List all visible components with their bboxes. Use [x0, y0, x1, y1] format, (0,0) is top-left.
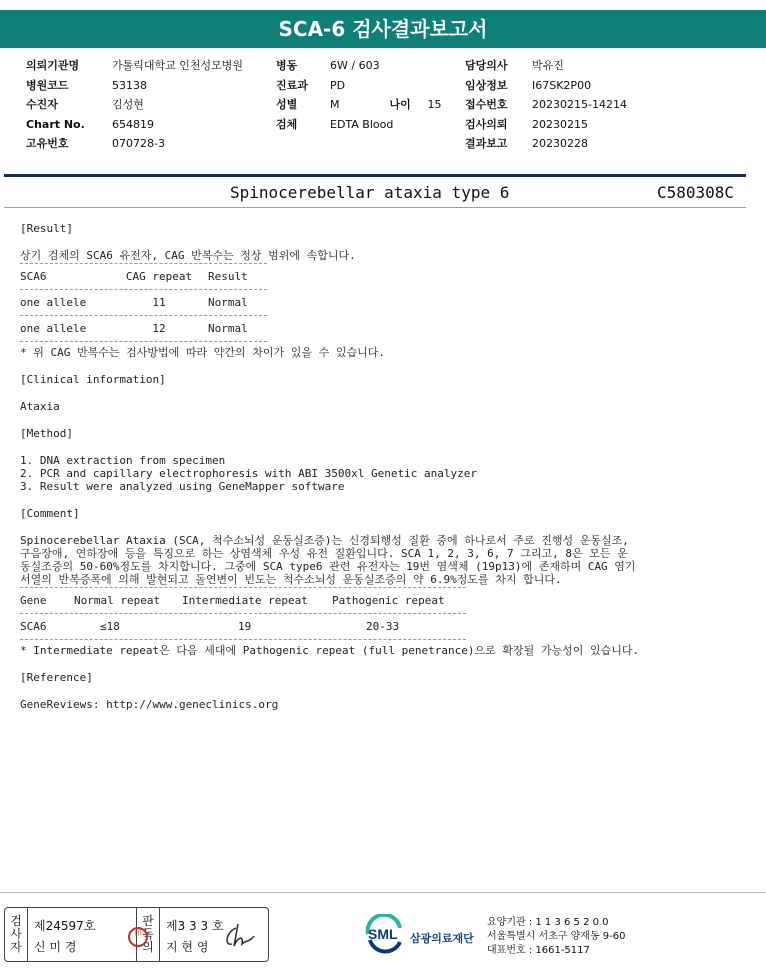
age-field [390, 95, 442, 115]
org-line: 대표번호 : 1661-5117 [487, 945, 590, 956]
header-divider [4, 174, 746, 177]
table-row [20, 322, 639, 335]
info-label: 고유번호 [26, 137, 69, 150]
org-line: 요양기관 : 1 1 3 6 5 2 0 0 [487, 917, 609, 928]
info-label: Chart No. [26, 117, 85, 131]
column-header: CAG repeat [125, 270, 193, 283]
label-char: 의 [142, 940, 154, 954]
result-summary: 상기 검체의 SCA6 유전자, CAG 반복수는 정상 범위에 속합니다. [20, 249, 356, 262]
info-column-a [26, 56, 243, 154]
info-value: 가톨릭대학교 인천성모병원 [112, 59, 244, 72]
info-label: 결과보고 [465, 137, 508, 150]
org-line: 서울특별시 서초구 양재동 9-60 [487, 931, 626, 942]
info-label: 접수번호 [465, 98, 508, 111]
footer-divider [0, 892, 766, 893]
comment-line: 동실조증의 50-60%정도를 차지합니다. 그중에 SCA type6 관련 유전자는 19번 염색체 (19p13)에 존재하며 CAG 염기 [20, 560, 636, 573]
info-value: 20230215 [532, 117, 588, 131]
table-header [20, 270, 639, 283]
method-heading: [Method] [20, 427, 73, 440]
info-value: PD [330, 78, 346, 92]
table-cell: SCA6 [20, 620, 47, 633]
examiner-number: 제24597호 [34, 919, 96, 933]
info-value: 6W / 603 [330, 59, 380, 72]
examiner-label [5, 908, 27, 961]
info-label: 성별 [276, 98, 298, 111]
table-divider [20, 315, 267, 316]
label-char: 판 [142, 914, 154, 928]
reference-text: GeneReviews: http://www.geneclinics.org [20, 698, 279, 711]
comment-line: 서열의 반복증폭에 의해 발현되고 돌연변이 빈도는 척수소뇌성 운동실조증의 약 6.9%정도를 차지 합니다. [20, 573, 562, 586]
table-cell: one allele [20, 322, 87, 335]
info-label: 나이 [389, 98, 411, 111]
label-char: 자 [10, 940, 22, 954]
table-divider [20, 639, 466, 640]
org-info [487, 916, 626, 958]
report-title: SCA-6 검사결과보고서 [0, 10, 766, 48]
table-divider [20, 263, 267, 264]
info-label: 의뢰기관명 [26, 59, 80, 72]
test-divider [4, 207, 746, 208]
info-label: 병동 [276, 59, 298, 72]
info-column-c [465, 56, 627, 154]
result-note: * 위 CAG 반복수는 검사방법에 따라 약간의 차이가 있을 수 있습니다. [20, 346, 385, 359]
table-cell: 12 [152, 322, 166, 335]
table-row [20, 620, 639, 633]
org-name: 삼광의료재단 [410, 932, 474, 945]
table-cell: Normal [208, 322, 248, 335]
info-value: 15 [427, 98, 442, 111]
column-header: Pathogenic repeat [332, 594, 445, 607]
info-label: 검사의뢰 [465, 117, 508, 131]
report-body [20, 222, 639, 711]
info-label: 병원코드 [26, 78, 69, 92]
table-divider [20, 289, 267, 290]
clinical-heading: [Clinical information] [20, 373, 166, 386]
info-value: 53138 [112, 78, 147, 92]
info-value: 박유진 [532, 59, 564, 72]
column-header: Gene [20, 594, 47, 607]
table-header [20, 594, 639, 607]
table-divider [20, 587, 466, 588]
test-name: Spinocerebellar ataxia type 6 [230, 183, 510, 202]
label-char: 독 [142, 927, 154, 941]
info-value: EDTA Blood [330, 117, 394, 131]
reviewer-info [160, 908, 268, 961]
info-label: 수진자 [26, 98, 58, 111]
column-header: Normal repeat [74, 594, 161, 607]
signature-icon [220, 922, 260, 950]
examiner-info [28, 908, 142, 961]
info-value: 070728-3 [112, 137, 165, 150]
method-item: 3. Result were analyzed using GeneMapper software [20, 480, 345, 493]
column-header: Result [208, 270, 248, 283]
logo-text: SML [368, 926, 398, 942]
label-char: 검 [10, 914, 22, 928]
reviewer-name: 지 현 영 [166, 940, 209, 954]
comment-heading: [Comment] [20, 507, 80, 520]
reviewer-number: 제3 3 3 호 [166, 919, 224, 933]
table-cell: 20-33 [366, 620, 400, 633]
clinical-text: Ataxia [20, 400, 60, 413]
info-label: 검체 [276, 117, 298, 131]
info-value: M [330, 98, 340, 111]
table-cell: Normal [208, 296, 248, 309]
method-item: 2. PCR and capillary electrophoresis with ABI 3500xl Genetic analyzer [20, 467, 477, 480]
comment-line: 구음장애, 연하장애 등을 특징으로 하는 상염색체 우성 유전 질환입니다. SCA 1, 2, 3, 6, 7 그리고, 8은 모든 운 [20, 547, 628, 560]
info-value: 김성현 [112, 98, 144, 111]
info-label: 진료과 [276, 78, 308, 92]
seal-icon: 印 [128, 927, 148, 947]
comment-note: * Intermediate repeat은 다음 세대에 Pathogenic repeat (full penetrance)으로 확장될 가능성이 있습니다. [20, 644, 640, 657]
label-char: 사 [10, 927, 22, 941]
table-divider [20, 341, 267, 342]
info-column-b [276, 56, 442, 134]
result-heading: [Result] [20, 222, 73, 235]
info-label: 담당의사 [465, 59, 508, 72]
info-value: I67SK2P00 [532, 78, 592, 92]
column-header: Intermediate repeat [182, 594, 308, 607]
reference-heading: [Reference] [20, 671, 93, 684]
table-divider [20, 613, 466, 614]
column-header: SCA6 [20, 270, 47, 283]
examiner-name: 신 미 경 [34, 940, 77, 954]
info-value: 20230215-14214 [532, 98, 627, 111]
comment-line: Spinocerebellar Ataxia (SCA, 척수소뇌성 운동실조증)는 신경퇴행성 질환 중에 하나로서 주로 진행성 운동실조, [20, 534, 629, 547]
table-row [20, 296, 639, 309]
test-code: C580308C [656, 183, 734, 202]
table-cell: one allele [20, 296, 87, 309]
method-item: 1. DNA extraction from specimen [20, 454, 226, 467]
info-value: 654819 [112, 117, 154, 131]
table-cell: ≤18 [100, 620, 120, 633]
table-cell: 11 [152, 296, 166, 309]
info-value: 20230228 [532, 137, 588, 150]
signature-box [4, 907, 269, 962]
table-cell: 19 [238, 620, 252, 633]
info-label: 임상정보 [465, 78, 508, 92]
